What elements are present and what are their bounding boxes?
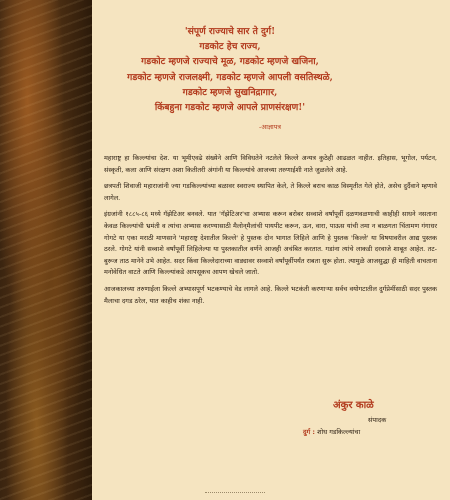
quote-line: किंबहुना गडकोट म्हणजे आपले प्राणसंरक्षण!' [154, 102, 306, 114]
quote-line: गडकोट म्हणजे सुखनिद्रागार, [182, 86, 278, 98]
author-organization [303, 427, 443, 436]
author-name: अंकुर काळे [333, 400, 374, 411]
author-role: संपादक [368, 416, 387, 424]
signature-block [303, 397, 443, 436]
quote-line: 'संपूर्ण राज्याचे सार ते दुर्ग! [184, 26, 276, 37]
decorative-fort-photo-strip [0, 0, 92, 500]
paragraph: छत्रपती शिवाजी महाराजांनी ज्या गडकिल्ल्यांच्या बळावर स्वराज्य स्थापित केले, ते किल्ले बराच काळ विस्मृतीत गेले होते, असेच दुर्दैवाने म्हणावे लागेल. [104, 182, 437, 202]
quote-line: गडकोट म्हणजे राजलक्ष्मी, गडकोट म्हणजे आपली वसतिस्थळे, [127, 71, 333, 83]
org-name: शोध गडकिल्ल्यांचा [317, 428, 361, 436]
quote-line: गडकोट म्हणजे राज्याचे मूळ, गडकोट म्हणजे खजिना, [141, 56, 319, 68]
org-prefix: दुर्ग : [303, 428, 315, 436]
quote-source: -आज्ञापत्र [259, 123, 281, 131]
footer-divider [205, 492, 265, 499]
paragraph: आजकालच्या तरुणाईला किल्ले अभ्यासपूर्ण भटकण्याचे वेड लागले आहे. किल्ले भटकंती करणाऱ्या सर्वच वयोगटातील दुर्गप्रेमींसाठी सदर पुस्तक मैलाचा दगड ठरेल, यात काहीच शंका नाही. [104, 284, 437, 305]
quote-line: गडकोट हेच राज्य, [199, 41, 261, 53]
paragraph: इंग्रजांनी १८८५-८६ मध्ये गॅझेटिअर बनवले. यात 'गॅझेटिअर'चा अभ्यास करून बरोबर सव्वाशे वर्षांपूर्वी दळणवळणाची काहीही साधने नसताना केवळ किल्ल्यांची भ्रमंती व त्यांचा अभ्यास करण्यासाठी मैलोन्‌मैलांची पायपीट करून, ऊन, वारा, पाऊस यांची तमा न बाळगता चिंतामण गंगाधर गोगटे या एका मराठी माणसाने 'महाराष्ट्र देशातील किल्ले' हे पुस्तक दोन भागात लिहिले आणि हे पुस्तक 'किल्ले' या विषयावरील आद्य पुस्तक ठरले. गोगटे यांनी सव्वाशे वर्षांपूर्वी लिहिलेल्या या पुस्तकातील वर्णने आजही अचंबित करतात. गडांना त्यांचे लाकडी दरवाजे शाबूत आहेत. तट-बुरूज ताठ मानेने उभे आहेत. सदर किंवा किल्लेदाराच्या वाड्यावर सव्वाशे वर्षांपूर्वीपर्यंत राबता सुरू होता. त्यामुळे आजसुद्धा ही माहिती वाचताना मनोवेधित वाटते आणि किल्ल्यांकडे आपसूकच आपण खेचले जातो. [104, 210, 437, 277]
epigraph-quote [100, 24, 360, 115]
preface-body [104, 153, 437, 312]
paragraph: महाराष्ट्र हा किल्ल्यांचा देश. या भूमीएवढे संख्येने आणि विविधतेने नटलेले किल्ले अन्यत्र कुठेही आढळत नाहीत. इतिहास, भूगोल, पर्यटन, संस्कृती, कला आणि संरक्षण अशा कितीतरी अंगांनी या किल्ल्यांचे आजच्या तरुणाईशी नाते जुळलेले आहे. [104, 154, 437, 174]
